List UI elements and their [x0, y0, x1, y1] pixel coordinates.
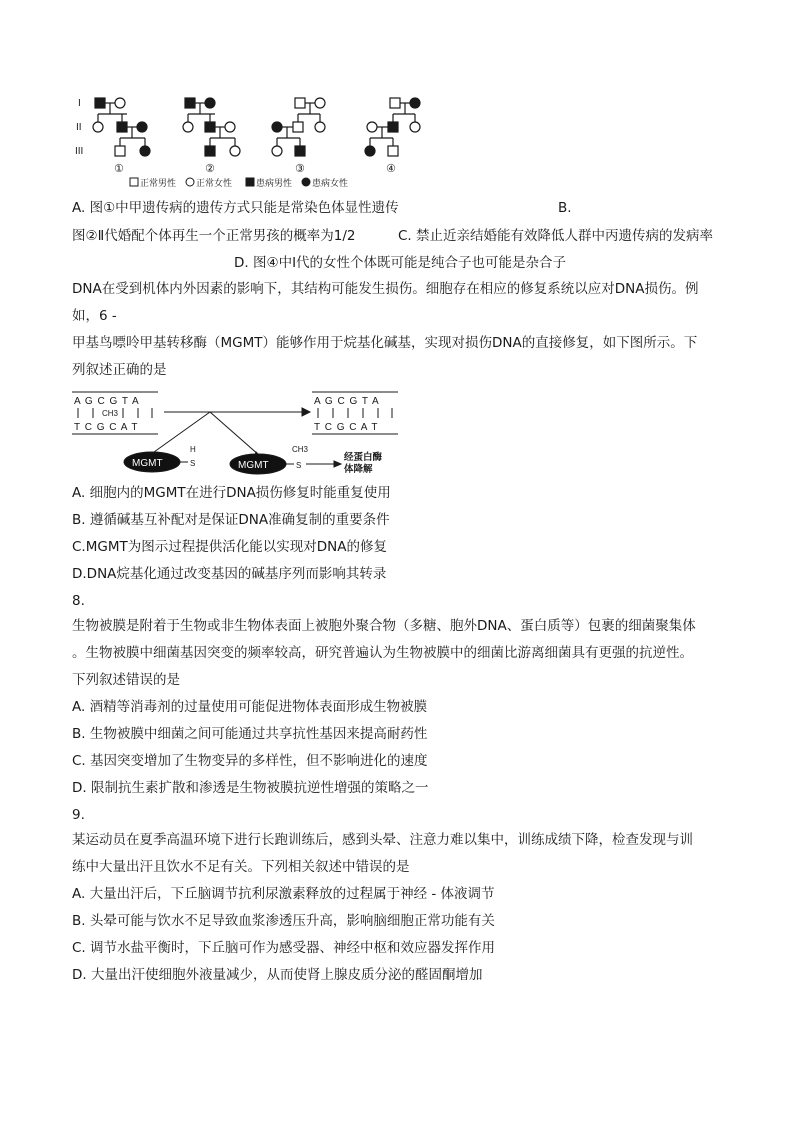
q-dna-stem-line-2: 如，6 - [72, 308, 117, 324]
dna-right-top-strand: A G C G T A [314, 396, 380, 407]
gen-label-2: II [76, 122, 82, 133]
q-dna-option-c: C.MGMT为图示过程提供活化能以实现对DNA的修复 [72, 539, 387, 555]
mgmt-methyl-label: CH3 [292, 445, 309, 454]
pedigree-4 [365, 98, 420, 156]
dna-left-methyl: CH3 [102, 409, 119, 418]
panel-number-2: ② [205, 163, 215, 175]
pedigree-legend [130, 177, 348, 188]
legend-affected-female: 患病女性 [312, 178, 349, 188]
q-dna-stem-line-3: 甲基鸟嘌呤甲基转移酶（MGMT）能够作用于烷基化碱基，实现对损伤DNA的直接修复，如下图所示。下 [72, 335, 698, 351]
degradation-label-1: 经蛋白酶 [344, 452, 383, 463]
q7-option-d: D. 图④中Ⅰ代的女性个体既可能是纯合子也可能是杂合子 [234, 255, 567, 271]
mgmt-h-label: H [190, 445, 196, 454]
q8-option-b: B. 生物被膜中细菌之间可能通过共享抗性基因来提高耐药性 [72, 726, 428, 742]
dna-left-bottom-strand: T C G C A T [74, 422, 139, 433]
q9-option-c: C. 调节水盐平衡时，下丘脑可作为感受器、神经中枢和效应器发挥作用 [72, 940, 496, 956]
q8-stem-line-1: 生物被膜是附着于生物或非生物体表面上被胞外聚合物（多糖、胞外DNA、蛋白质等）包裹的细菌聚集体 [72, 618, 696, 634]
mgmt-s-label-2: S [296, 461, 302, 470]
legend-normal-male: 正常男性 [140, 178, 177, 188]
panel-number-1: ① [114, 163, 124, 175]
q9-option-d: D. 大量出汗使细胞外液量减少，从而使肾上腺皮质分泌的醛固酮增加 [72, 967, 483, 983]
pedigree-3 [272, 98, 325, 156]
q9-stem-line-2: 练中大量出汗且饮水不足有关。下列相关叙述中错误的是 [72, 859, 410, 875]
q9-number: 9. [72, 807, 85, 823]
q8-stem-line-3: 下列叙述错误的是 [72, 672, 180, 688]
mgmt-s-label-1: S [190, 459, 196, 468]
q-dna-stem-line-1: DNA在受到机体内外因素的影响下，其结构可能发生损伤。细胞存在相应的修复系统以应对DNA损伤。例 [72, 281, 699, 297]
q8-stem-line-2: 。生物被膜中细菌基因突变的频率较高，研究普遍认为生物被膜中的细菌比游离细菌具有更强的抗逆性。 [72, 645, 693, 661]
q7-option-c: C. 禁止近亲结婚能有效降低人群中丙遗传病的发病率 [398, 228, 714, 244]
panel-number-4: ④ [386, 163, 396, 175]
legend-normal-female: 正常女性 [196, 178, 233, 188]
mgmt-enzyme-label-1: MGMT [132, 458, 163, 469]
pedigree-1 [93, 98, 150, 156]
q7-option-b-label: B. [558, 200, 572, 216]
mgmt-enzyme-label-2: MGMT [238, 460, 269, 471]
legend-affected-male: 患病男性 [256, 178, 293, 188]
q9-option-a: A. 大量出汗后，下丘脑调节抗利尿激素释放的过程属于神经 - 体液调节 [72, 886, 495, 902]
dna-left-top-strand: A G C G T A [74, 396, 140, 407]
q8-option-d: D. 限制抗生素扩散和渗透是生物被膜抗逆性增强的策略之一 [72, 780, 429, 796]
q8-option-a: A. 酒精等消毒剂的过量使用可能促进物体表面形成生物被膜 [72, 699, 428, 715]
pedigree-figure [70, 92, 430, 192]
mgmt-repair-diagram [70, 388, 410, 476]
q7-option-a: A. 图①中甲遗传病的遗传方式只能是常染色体显性遗传 [72, 200, 399, 216]
degradation-label-2: 体降解 [344, 464, 373, 475]
q8-number: 8. [72, 593, 85, 609]
q9-option-b: B. 头晕可能与饮水不足导致血浆渗透压升高，影响脑细胞正常功能有关 [72, 913, 495, 929]
panel-number-3: ③ [295, 163, 305, 175]
pedigree-2 [183, 98, 240, 156]
q9-stem-line-1: 某运动员在夏季高温环境下进行长跑训练后，感到头晕、注意力难以集中，训练成绩下降，检查发现与训 [72, 832, 693, 848]
dna-right-bottom-strand: T C G C A T [314, 422, 379, 433]
gen-label-1: I [78, 98, 81, 109]
q7-option-b-text: 图②Ⅱ代婚配个体再生一个正常男孩的概率为1/2 [72, 228, 356, 244]
gen-label-3: III [75, 146, 84, 157]
q8-option-c: C. 基因突变增加了生物变异的多样性，但不影响进化的速度 [72, 753, 428, 769]
q-dna-option-b: B. 遵循碱基互补配对是保证DNA准确复制的重要条件 [72, 512, 390, 528]
q-dna-option-a: A. 细胞内的MGMT在进行DNA损伤修复时能重复使用 [72, 485, 391, 501]
q-dna-stem-line-4: 列叙述正确的是 [72, 362, 167, 378]
q-dna-option-d: D.DNA烷基化通过改变基因的碱基序列而影响其转录 [72, 566, 387, 582]
